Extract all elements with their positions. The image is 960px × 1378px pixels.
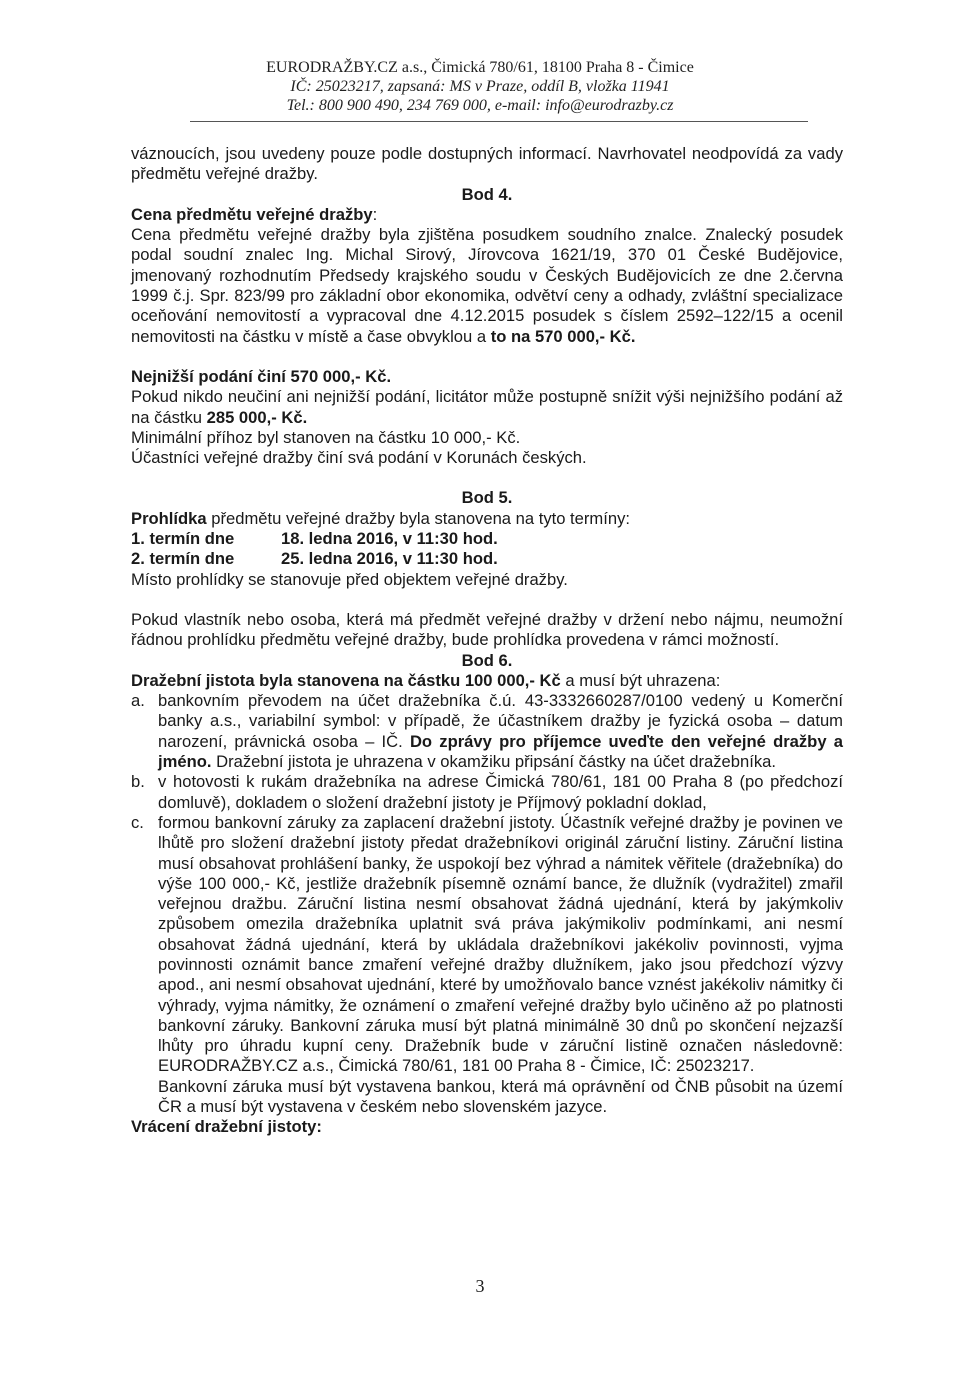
list-text: v hotovosti k rukám dražebníka na adrese Čimická 780/61, 181 00 Praha 8 (po předchozí domluvě), dokladem o složení dražební jistoty je Příjmový pokladní doklad, bbox=[158, 772, 843, 812]
min-bid: Minimální příhoz byl stanoven na částku 10 000,- Kč. bbox=[131, 427, 521, 447]
term-label: 1. termín dne bbox=[131, 529, 235, 549]
reduce-text: Pokud nikdo neučiní ani nejnižší podání, licitátor může postupně snížit výši nejnižšího podání až na částku bbox=[131, 387, 843, 427]
term-label: 2. termín dne bbox=[131, 549, 235, 569]
letterhead-registration: IČ: 25023217, zapsaná: MS v Praze, oddíl B, vložka 11941 bbox=[290, 78, 670, 95]
bank-guarantee-paragraph: Bankovní záruka musí být vystavena bankou, která má oprávnění od ČNB působit na území ČR a musí být vystavena v českém nebo slovenském jazyce. bbox=[158, 1076, 843, 1117]
intro-paragraph: váznoucích, jsou uvedeny pouze podle dostupných informací. Navrhovatel neodpovídá za vady předmětu veřejné dražby. bbox=[131, 144, 843, 184]
term-value: 18. ledna 2016, v 11:30 hod. bbox=[281, 529, 498, 549]
list-marker: c. bbox=[131, 812, 144, 832]
owner-paragraph: Pokud vlastník nebo osoba, která má předmět veřejné dražby v držení nebo nájmu, neumožní řádnou prohlídku předmětu veřejné dražby, bude prohlídka provedena v rámci možností. bbox=[131, 609, 843, 650]
payment-option-a bbox=[131, 691, 843, 772]
letterhead-contact: Tel.: 800 900 490, 234 769 000, e-mail: info@eurodrazby.cz bbox=[286, 97, 674, 114]
list-text-part: Dražební jistota je uhrazena v okamžiku připsání částky na účet dražebníka. bbox=[211, 752, 776, 772]
lowest-bid: Nejnižší podání činí 570 000,- Kč. bbox=[131, 366, 392, 386]
list-text bbox=[158, 691, 843, 772]
reduce-amount: 285 000,- Kč. bbox=[206, 407, 308, 427]
bod6-intro-rest: a musí být uhrazena: bbox=[560, 670, 721, 690]
letterhead bbox=[0, 58, 960, 115]
document-body bbox=[131, 144, 843, 1138]
return-deposit-heading: Vrácení dražební jistoty: bbox=[131, 1117, 322, 1137]
bod4-subtitle-text: Cena předmětu veřejné dražby bbox=[131, 204, 373, 224]
bod4-subtitle-colon: : bbox=[372, 204, 378, 224]
reduce-paragraph bbox=[131, 387, 843, 428]
list-marker: b. bbox=[131, 772, 145, 792]
inspection-place: Místo prohlídky se stanovuje před objektem veřejné dražby. bbox=[131, 569, 568, 589]
page-number: 3 bbox=[475, 1276, 485, 1296]
term-value: 25. ledna 2016, v 11:30 hod. bbox=[281, 549, 498, 569]
term-row-1 bbox=[131, 529, 843, 549]
bod6-intro-bold: Dražební jistota byla stanovena na částku 100 000,- Kč bbox=[131, 670, 561, 690]
prohlidka-bold: Prohlídka bbox=[131, 508, 207, 528]
payment-option-c bbox=[131, 813, 843, 1077]
term-row-2 bbox=[131, 549, 843, 569]
letterhead-divider bbox=[190, 121, 808, 122]
bod6-heading: Bod 6. bbox=[461, 650, 513, 670]
bod4-paragraph-text: Cena předmětu veřejné dražby byla zjištěna posudkem soudního znalce. Znalecký posudek podal soudní znalec Ing. Michal Sirový, Jírovcova 1621/19, 370 01 České Budějovice, jmenovaný rozhodnutím Předsedy krajského soudu v Českých Budějovicích ze dne 2.června 1999 č.j. Spr. 823/99 pro základní obor ekonomika, odvětví ceny a odhady, zvláštní specializace oceňování nemovitostí a vypracoval dne 4.12.2015 posudek s číslem 2592–122/15 a ocenil nemovitosti na částku v místě a čase obvyklou a bbox=[131, 225, 843, 346]
list-text-bold: Do zprávy pro příjemce uveďte den veřejné dražby a jméno. bbox=[158, 731, 843, 772]
list-text: formou bankovní záruky za zaplacení dražební jistoty. Účastník veřejné dražby je povinen ve lhůtě pro složení dražební jistoty předat dražebníkovi originál záruční listiny. Záruční listina musí obsahovat prohlášení banky, že uspokojí bez výhrad a námitek věřitele (dražebníka) do výše 100 000,- Kč, jestliže dražebník písemně oznámí bance, že dlužník (vydražitel) zmařil veřejnou dražbu. Záruční listina nesmí obsahovat žádná ujednání, která by jakýmkoliv způsobem omezila dražebníka uplatnit svá práva jakýmikoliv podmínkami, ani nesmí obsahovat žádná ujednání, která by ukládala dražebníkovi jakékoliv povinnosti, vyjma povinnosti oznámit bance zmaření veřejné dražby dlužníkem, jako jsou předchozí výzvy apod., ani nesmí obsahovat ujednání, které by umožňovalo bance vznést jakékoliv námitky či výhrady, vyjma námitky, že oznámení o zmaření veřejné dražby bylo učiněno až po platnosti bankovní záruky. Bankovní záruka musí být platná minimálně 30 dnů po skončení nejzazší lhůty pro úhradu kupní ceny. Dražebník bude v záruční listině označen následovně: EURODRAŽBY.CZ a.s., Čimická 780/61, 181 00 Praha 8 - Čimice, IČ: 25023217. bbox=[158, 812, 843, 1076]
letterhead-company: EURODRAŽBY.CZ a.s., Čimická 780/61, 18100 Praha 8 - Čimice bbox=[266, 59, 694, 76]
list-text-part: bankovním převodem na účet dražebníka č.ú. 43-3332660287/0100 vedený u Komerční banky a.s., variabilní symbol: v případě, že účastníkem dražby je fyzická osoba – datum narození, právnická osoba – IČ. bbox=[158, 691, 843, 751]
bod4-paragraph-price: to na 570 000,- Kč. bbox=[490, 326, 636, 346]
list-marker: a. bbox=[131, 691, 145, 711]
bod4-heading: Bod 4. bbox=[461, 184, 513, 204]
bod4-paragraph bbox=[131, 225, 843, 347]
bod5-heading: Bod 5. bbox=[461, 488, 513, 508]
currency-note: Účastníci veřejné dražby činí svá podání v Korunách českých. bbox=[131, 448, 587, 468]
payment-option-b bbox=[131, 772, 843, 813]
bod6-intro bbox=[131, 671, 843, 691]
prohlidka-line bbox=[131, 509, 843, 529]
prohlidka-rest: předmětu veřejné dražby byla stanovena na tyto termíny: bbox=[206, 508, 630, 528]
bod4-subtitle bbox=[131, 205, 843, 225]
